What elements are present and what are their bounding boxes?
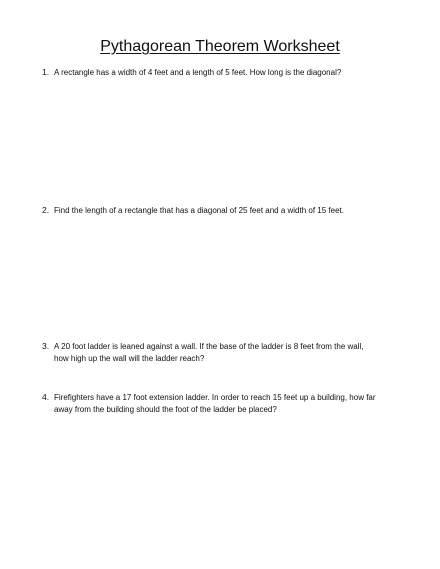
question-text: Find the length of a rectangle that has a diagonal of 25 feet and a width of 15 feet. — [54, 206, 344, 215]
question-number: 4. — [42, 392, 50, 402]
question-number: 1. — [42, 67, 50, 77]
question-number: 3. — [42, 341, 50, 351]
question-number: 2. — [42, 205, 50, 215]
question-text: A 20 foot ladder is leaned against a wall. If the base of the ladder is 8 feet from the wall, how high up the wall will the ladder reach? — [54, 342, 364, 363]
question-text: Firefighters have a 17 foot extension ladder. In order to reach 15 feet up a building, how far away from the building should the foot of the ladder be placed? — [54, 393, 376, 414]
question-text: A rectangle has a width of 4 feet and a length of 5 feet. How long is the diagonal? — [54, 68, 342, 77]
worksheet-title: Pythagorean Theorem Worksheet — [100, 38, 340, 55]
